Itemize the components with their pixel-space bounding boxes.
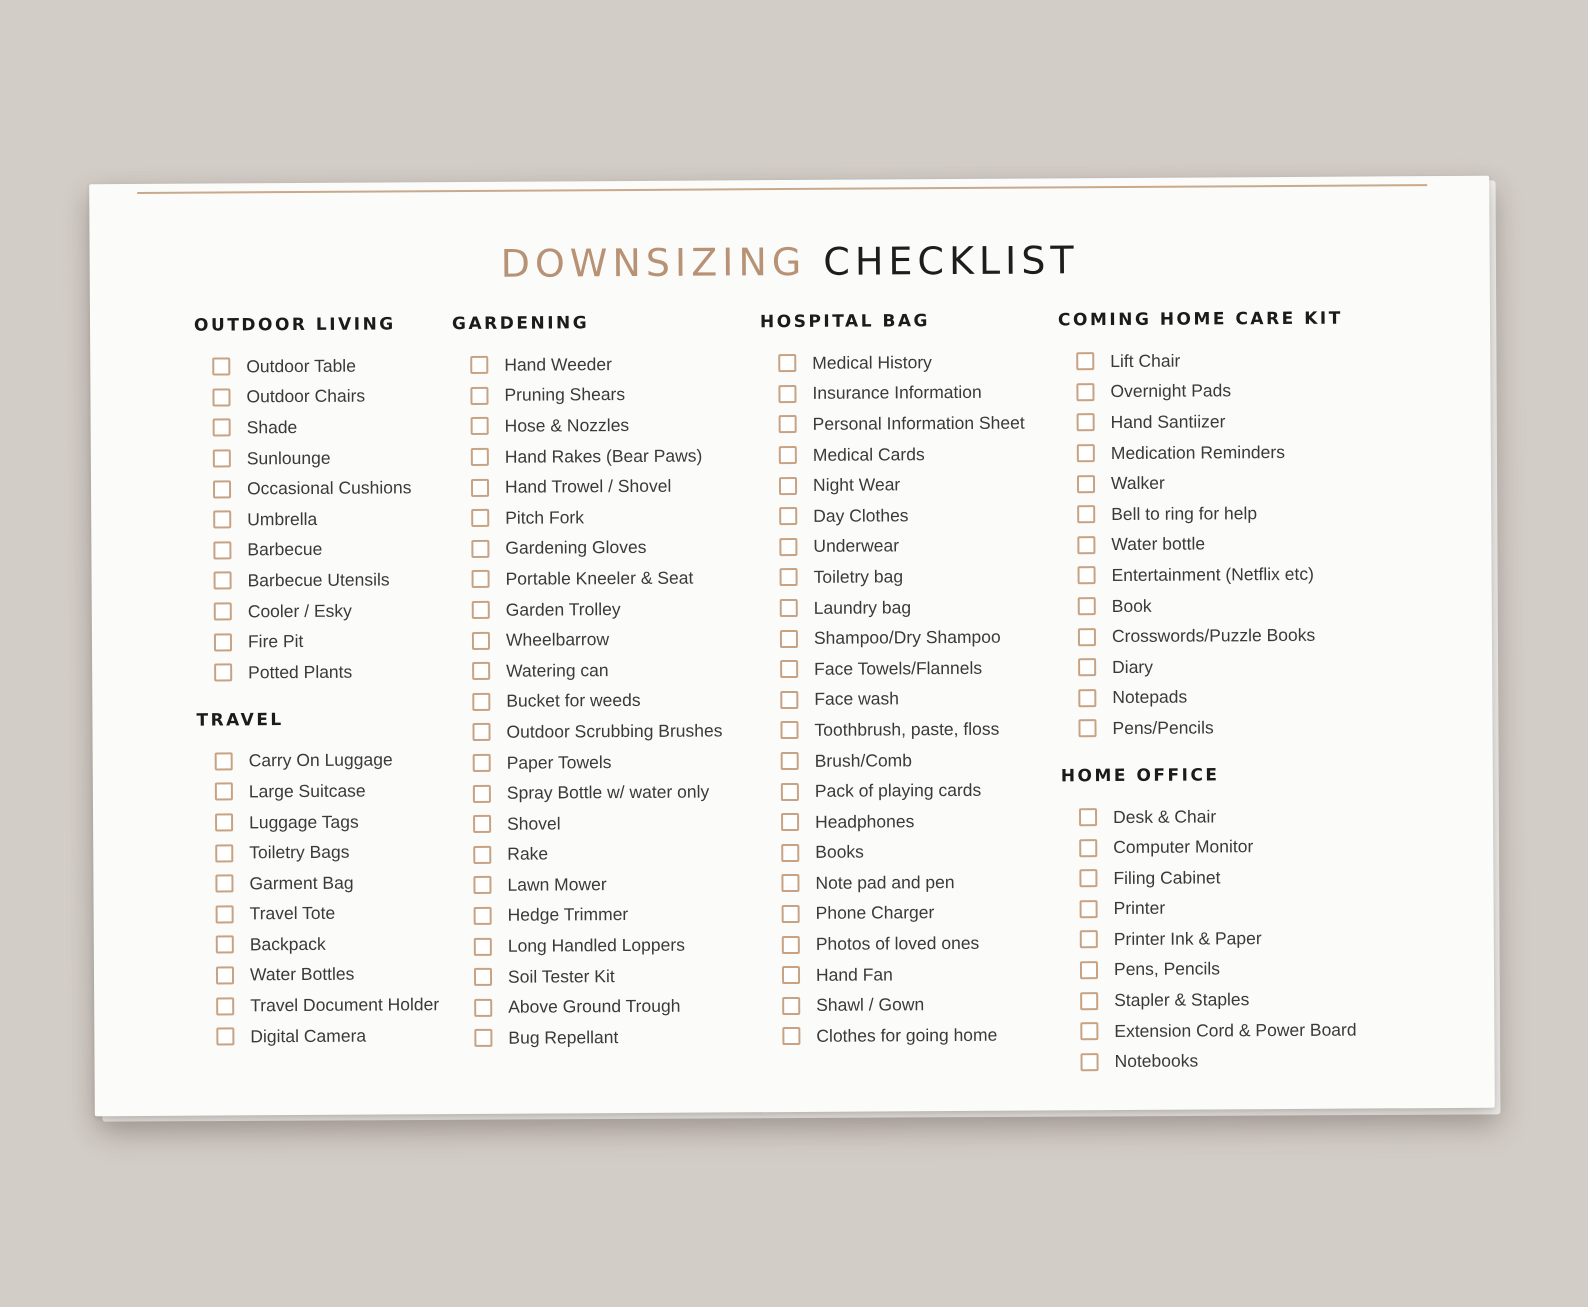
checkbox[interactable]	[212, 388, 230, 406]
checkbox[interactable]	[471, 540, 489, 558]
checklist-item	[474, 991, 724, 1023]
checkbox[interactable]	[1077, 505, 1095, 523]
checkbox[interactable]	[780, 599, 798, 617]
checkbox[interactable]	[216, 936, 234, 954]
checklist-item	[782, 928, 1028, 960]
item-label: Lawn Mower	[507, 874, 607, 895]
section-title: TRAVEL	[196, 709, 284, 731]
item-label: Travel Tote	[249, 903, 336, 924]
top-divider	[137, 184, 1427, 194]
checklist-item	[216, 898, 439, 930]
checklist-item	[474, 930, 724, 962]
checklist-item	[782, 897, 1028, 929]
checkbox[interactable]	[779, 538, 797, 556]
checkbox[interactable]	[472, 570, 490, 588]
item-label: Diary	[1112, 656, 1154, 677]
checklist-item	[214, 595, 437, 627]
item-label: Fire Pit	[247, 631, 304, 652]
checklist-item	[470, 348, 720, 380]
checkbox[interactable]	[216, 905, 234, 923]
checkbox[interactable]	[1080, 931, 1098, 949]
item-label: Backpack	[249, 933, 326, 955]
checkbox[interactable]	[472, 662, 490, 680]
item-label: Portable Kneeler & Seat	[505, 567, 694, 589]
checkbox[interactable]	[780, 630, 798, 648]
checkbox[interactable]	[1078, 689, 1096, 707]
checkbox[interactable]	[213, 480, 231, 498]
checklist-item	[470, 379, 720, 411]
checklist-item	[472, 716, 722, 748]
item-label: Underwear	[813, 535, 900, 557]
checklist	[194, 350, 437, 688]
title-accent: DOWNSIZING	[500, 239, 807, 286]
item-label: Notepads	[1112, 686, 1188, 708]
checkbox[interactable]	[778, 354, 796, 372]
checklist-item	[780, 714, 1026, 746]
checklist-item	[781, 775, 1027, 807]
checkbox[interactable]	[214, 602, 232, 620]
checkbox[interactable]	[216, 966, 234, 984]
checklist-item	[473, 807, 723, 839]
checklist	[1058, 345, 1355, 745]
checkbox[interactable]	[779, 507, 797, 525]
section-outdoor-living	[194, 314, 437, 688]
checkbox[interactable]	[213, 541, 231, 559]
checkbox[interactable]	[1079, 869, 1097, 887]
checklist-item	[1079, 800, 1355, 832]
item-label: Outdoor Table	[246, 355, 356, 377]
checklist-item	[780, 622, 1026, 654]
checklist-item	[473, 838, 723, 870]
checklist-item	[1076, 375, 1352, 407]
checklist-item	[779, 561, 1025, 593]
checkbox[interactable]	[215, 875, 233, 893]
item-label: Watering can	[506, 659, 609, 681]
item-label: Long Handled Loppers	[507, 934, 685, 956]
item-label: Medical History	[812, 351, 932, 373]
item-label: Toiletry bag	[813, 566, 904, 587]
checklist-item	[215, 775, 438, 807]
checkbox[interactable]	[472, 601, 490, 619]
checkbox[interactable]	[781, 874, 799, 892]
checkbox[interactable]	[780, 721, 798, 739]
checkbox[interactable]	[473, 815, 491, 833]
checkbox[interactable]	[474, 1029, 492, 1047]
checklist-item	[214, 656, 437, 688]
checklist-item	[215, 836, 438, 868]
checklist-item	[471, 471, 721, 503]
checklist-item	[1078, 620, 1354, 652]
checklist-item	[471, 563, 721, 595]
item-label: Laundry bag	[813, 596, 912, 618]
item-label: Desk & Chair	[1112, 805, 1217, 827]
checkbox[interactable]	[1079, 808, 1097, 826]
checklist-item	[471, 410, 721, 442]
item-label: Outdoor Chairs	[246, 385, 366, 407]
checkbox[interactable]	[1078, 567, 1096, 585]
item-label: Gardening Gloves	[505, 537, 647, 559]
item-label: Bell to ring for help	[1111, 502, 1258, 524]
title-main: CHECKLIST	[823, 238, 1079, 284]
checklist-item	[1079, 831, 1355, 863]
checkbox[interactable]	[470, 387, 488, 405]
checkbox[interactable]	[781, 752, 799, 770]
section-travel	[196, 709, 439, 1052]
section-title: COMING HOME CARE KIT	[1057, 308, 1343, 331]
checkbox[interactable]	[474, 968, 492, 986]
item-label: Toiletry Bags	[249, 841, 350, 863]
checkbox[interactable]	[471, 509, 489, 527]
checklist-item	[216, 928, 439, 960]
checklist-item	[1080, 984, 1356, 1016]
checkbox[interactable]	[471, 417, 489, 435]
checklist-item	[778, 347, 1024, 379]
item-label: Face wash	[814, 688, 900, 710]
checklist-item	[473, 777, 723, 809]
checkbox[interactable]	[213, 450, 231, 468]
checkbox[interactable]	[779, 477, 797, 495]
checklist-item	[212, 350, 435, 382]
checklist-item	[214, 626, 437, 658]
item-label: Lift Chair	[1110, 350, 1181, 371]
checkbox[interactable]	[780, 660, 798, 678]
checkbox[interactable]	[779, 415, 797, 433]
checklist-item	[213, 442, 436, 474]
checkbox[interactable]	[474, 999, 492, 1017]
checklist-item	[471, 532, 721, 564]
checkbox[interactable]	[214, 572, 232, 590]
page-title	[90, 236, 1490, 289]
item-label: Pens, Pencils	[1113, 958, 1221, 980]
item-label: Book	[1111, 595, 1152, 616]
checkbox[interactable]	[1080, 900, 1098, 918]
checkbox[interactable]	[778, 385, 796, 403]
item-label: Pruning Shears	[504, 384, 626, 406]
checklist-item	[1076, 345, 1352, 377]
item-label: Extension Cord & Power Board	[1114, 1019, 1357, 1041]
checkbox[interactable]	[215, 844, 233, 862]
column-2	[452, 312, 725, 1075]
item-label: Umbrella	[247, 508, 318, 530]
checklist-item	[1080, 892, 1356, 924]
section-coming-home-care-kit	[1058, 309, 1355, 745]
column-3	[760, 311, 1029, 1074]
checklist-item	[474, 899, 724, 931]
checkbox[interactable]	[782, 905, 800, 923]
item-label: Crosswords/Puzzle Books	[1111, 624, 1316, 647]
item-label: Bucket for weeds	[506, 690, 641, 712]
checklist-item	[213, 534, 436, 566]
column-1	[194, 314, 440, 1074]
checklist-item	[213, 503, 436, 535]
checkbox[interactable]	[212, 358, 230, 376]
checkbox[interactable]	[471, 479, 489, 497]
checklist-item	[1077, 406, 1353, 438]
checkbox[interactable]	[1078, 658, 1096, 676]
checklist-item	[1080, 1045, 1356, 1077]
checkbox[interactable]	[473, 784, 491, 802]
checklist-item	[779, 469, 1025, 501]
item-label: Large Suitcase	[248, 780, 366, 802]
item-label: Pitch Fork	[505, 507, 585, 528]
item-label: Outdoor Scrubbing Brushes	[506, 720, 723, 742]
checklist-item	[782, 958, 1028, 990]
item-label: Stapler & Staples	[1114, 989, 1250, 1011]
item-label: Cooler / Esky	[247, 600, 352, 621]
checkbox[interactable]	[1080, 961, 1098, 979]
item-label: Face Towels/Flannels	[814, 657, 983, 679]
item-label: Books	[815, 841, 864, 863]
checkbox[interactable]	[473, 876, 491, 894]
checkbox[interactable]	[1078, 720, 1096, 738]
checklist-item	[1077, 559, 1353, 591]
checkbox[interactable]	[214, 664, 232, 682]
checklist-item	[213, 473, 436, 505]
item-label: Shade	[246, 417, 298, 438]
checklist-item	[215, 806, 438, 838]
item-label: Entertainment (Netflix etc)	[1111, 563, 1314, 585]
checkbox[interactable]	[473, 846, 491, 864]
checkbox[interactable]	[215, 752, 233, 770]
checklist-item	[472, 624, 722, 656]
checklist-item	[781, 744, 1027, 776]
checkbox[interactable]	[1077, 475, 1095, 493]
checklist-item	[472, 654, 722, 686]
checklist-item	[1077, 467, 1353, 499]
item-label: Paper Towels	[506, 751, 612, 773]
checkbox[interactable]	[215, 813, 233, 831]
item-label: Brush/Comb	[814, 749, 913, 771]
checklist-item	[782, 989, 1028, 1021]
item-label: Wheelbarrow	[505, 629, 610, 650]
checklist-item	[471, 501, 721, 533]
checkbox[interactable]	[1076, 352, 1094, 370]
checklist-item	[212, 381, 435, 413]
item-label: Digital Camera	[250, 1025, 367, 1046]
section-hospital-bag	[760, 311, 1029, 1052]
item-label: Day Clothes	[813, 505, 909, 526]
checkbox[interactable]	[780, 568, 798, 586]
item-label: Personal Information Sheet	[812, 412, 1025, 434]
checklist-item	[779, 408, 1025, 440]
checklist-item	[216, 959, 439, 991]
item-label: Photos of loved ones	[815, 932, 980, 954]
checkbox[interactable]	[470, 356, 488, 374]
item-label: Medical Cards	[812, 443, 925, 465]
checklist-sheet	[89, 176, 1495, 1117]
checkbox[interactable]	[472, 723, 490, 741]
item-label: Shovel	[507, 813, 561, 834]
checkbox[interactable]	[782, 936, 800, 954]
checklist-item	[472, 593, 722, 625]
checkbox[interactable]	[213, 511, 231, 529]
checkbox[interactable]	[1078, 597, 1096, 615]
checkbox[interactable]	[216, 1028, 234, 1046]
item-label: Computer Monitor	[1113, 836, 1254, 858]
checklist-item	[473, 746, 723, 778]
item-label: Printer Ink & Paper	[1113, 928, 1262, 949]
item-label: Printer	[1113, 898, 1166, 919]
item-label: Medication Reminders	[1110, 441, 1285, 463]
item-label: Shampoo/Dry Shampoo	[813, 626, 1001, 649]
item-label: Spray Bottle w/ water only	[506, 781, 710, 803]
checkbox[interactable]	[472, 693, 490, 711]
checklist-item	[781, 836, 1027, 868]
checkbox[interactable]	[1076, 383, 1094, 401]
item-label: Filing Cabinet	[1113, 867, 1221, 888]
item-label: Garden Trolley	[505, 598, 621, 620]
item-label: Above Ground Trough	[508, 995, 681, 1018]
checkbox[interactable]	[780, 691, 798, 709]
checkbox[interactable]	[474, 937, 492, 955]
section-title: HOME OFFICE	[1060, 765, 1220, 787]
checklist-item	[216, 989, 439, 1021]
checkbox[interactable]	[472, 631, 490, 649]
checklist-item	[213, 564, 436, 596]
section-gardening	[452, 312, 724, 1053]
item-label: Barbecue Utensils	[247, 569, 390, 591]
item-label: Barbecue	[247, 539, 323, 560]
item-label: Potted Plants	[248, 661, 353, 683]
checkbox[interactable]	[782, 1027, 800, 1045]
item-label: Soil Tester Kit	[507, 965, 615, 987]
checkbox[interactable]	[781, 813, 799, 831]
item-label: Insurance Information	[812, 382, 982, 404]
item-label: Clothes for going home	[816, 1024, 998, 1046]
item-label: Hand Weeder	[504, 353, 613, 375]
item-label: Luggage Tags	[249, 811, 359, 832]
item-label: Night Wear	[812, 474, 901, 496]
checklist-item	[1078, 651, 1354, 683]
checklist	[760, 347, 1028, 1052]
item-label: Toothbrush, paste, floss	[814, 718, 1000, 740]
checklist-item	[780, 683, 1026, 715]
checkbox[interactable]	[1080, 1022, 1098, 1040]
checklist-item	[1078, 681, 1354, 713]
checklist-item	[1077, 498, 1353, 530]
section-home-office	[1061, 764, 1357, 1077]
item-label: Travel Document Holder	[250, 994, 440, 1016]
checklist	[1061, 800, 1357, 1077]
item-label: Sunlounge	[246, 447, 331, 468]
checklist-item	[780, 653, 1026, 685]
item-label: Rake	[507, 843, 549, 865]
checklist	[452, 348, 724, 1053]
item-label: Water bottle	[1111, 533, 1206, 555]
checklist-item	[779, 438, 1025, 470]
item-label: Hose & Nozzles	[504, 414, 630, 436]
checklist-item	[1078, 589, 1354, 621]
checkbox[interactable]	[473, 754, 491, 772]
item-label: Bug Repellant	[508, 1026, 619, 1048]
checklist-item	[1078, 712, 1354, 744]
checkbox[interactable]	[781, 783, 799, 801]
checklist-item	[780, 591, 1026, 623]
item-label: Overnight Pads	[1110, 380, 1232, 402]
section-title: GARDENING	[451, 313, 590, 335]
checkbox[interactable]	[781, 844, 799, 862]
checklist-item	[1080, 923, 1356, 955]
item-label: Hedge Trimmer	[507, 904, 629, 926]
checklist-item	[779, 500, 1025, 532]
checkbox[interactable]	[474, 907, 492, 925]
checklist-item	[781, 867, 1027, 899]
checkbox[interactable]	[782, 997, 800, 1015]
checkbox[interactable]	[1077, 444, 1095, 462]
checklist-item	[471, 440, 721, 472]
item-label: Headphones	[815, 810, 915, 832]
item-label: Water Bottles	[249, 964, 355, 985]
checklist	[197, 745, 440, 1052]
item-label: Hand Trowel / Shovel	[504, 475, 672, 497]
checklist-item	[473, 869, 723, 901]
checkbox[interactable]	[1080, 992, 1098, 1010]
checkbox[interactable]	[1079, 839, 1097, 857]
checklist-item	[779, 530, 1025, 562]
item-label: Hand Santiizer	[1110, 411, 1226, 433]
section-title: HOSPITAL BAG	[759, 311, 931, 333]
checkbox[interactable]	[1077, 414, 1095, 432]
item-label: Hand Rakes (Bear Paws)	[504, 445, 703, 467]
item-label: Note pad and pen	[815, 871, 955, 893]
item-label: Occasional Cushions	[246, 477, 412, 499]
item-label: Carry On Luggage	[248, 749, 393, 771]
item-label: Garment Bag	[249, 872, 354, 894]
checklist-item	[213, 411, 436, 443]
checkbox[interactable]	[214, 633, 232, 651]
item-label: Hand Fan	[815, 964, 893, 985]
checkbox[interactable]	[213, 419, 231, 437]
checklist-item	[474, 960, 724, 992]
checkbox[interactable]	[1080, 1053, 1098, 1071]
checklist-item	[215, 867, 438, 899]
checklist-item	[215, 745, 438, 777]
checklist-item	[1077, 528, 1353, 560]
checkbox[interactable]	[216, 997, 234, 1015]
column-4	[1058, 309, 1357, 1100]
checklist-item	[216, 1020, 439, 1052]
checklist-item	[781, 805, 1027, 837]
checkbox[interactable]	[1078, 628, 1096, 646]
checkbox[interactable]	[779, 446, 797, 464]
item-label: Notebooks	[1114, 1050, 1199, 1072]
checklist-item	[474, 1021, 724, 1053]
checklist-item	[1077, 436, 1353, 468]
checklist-item	[472, 685, 722, 717]
item-label: Pens/Pencils	[1112, 717, 1214, 738]
checkbox[interactable]	[1077, 536, 1095, 554]
item-label: Pack of playing cards	[814, 779, 982, 801]
checklist-item	[782, 1020, 1028, 1052]
item-label: Shawl / Gown	[816, 994, 925, 1016]
checklist-item	[1080, 1014, 1356, 1046]
item-label: Phone Charger	[815, 902, 935, 924]
checkbox[interactable]	[471, 448, 489, 466]
checklist-item	[1079, 861, 1355, 893]
item-label: Walker	[1110, 472, 1165, 494]
checkbox[interactable]	[215, 783, 233, 801]
checklist-item	[778, 377, 1024, 409]
section-title: OUTDOOR LIVING	[193, 314, 396, 336]
checklist-item	[1080, 953, 1356, 985]
checkbox[interactable]	[782, 966, 800, 984]
